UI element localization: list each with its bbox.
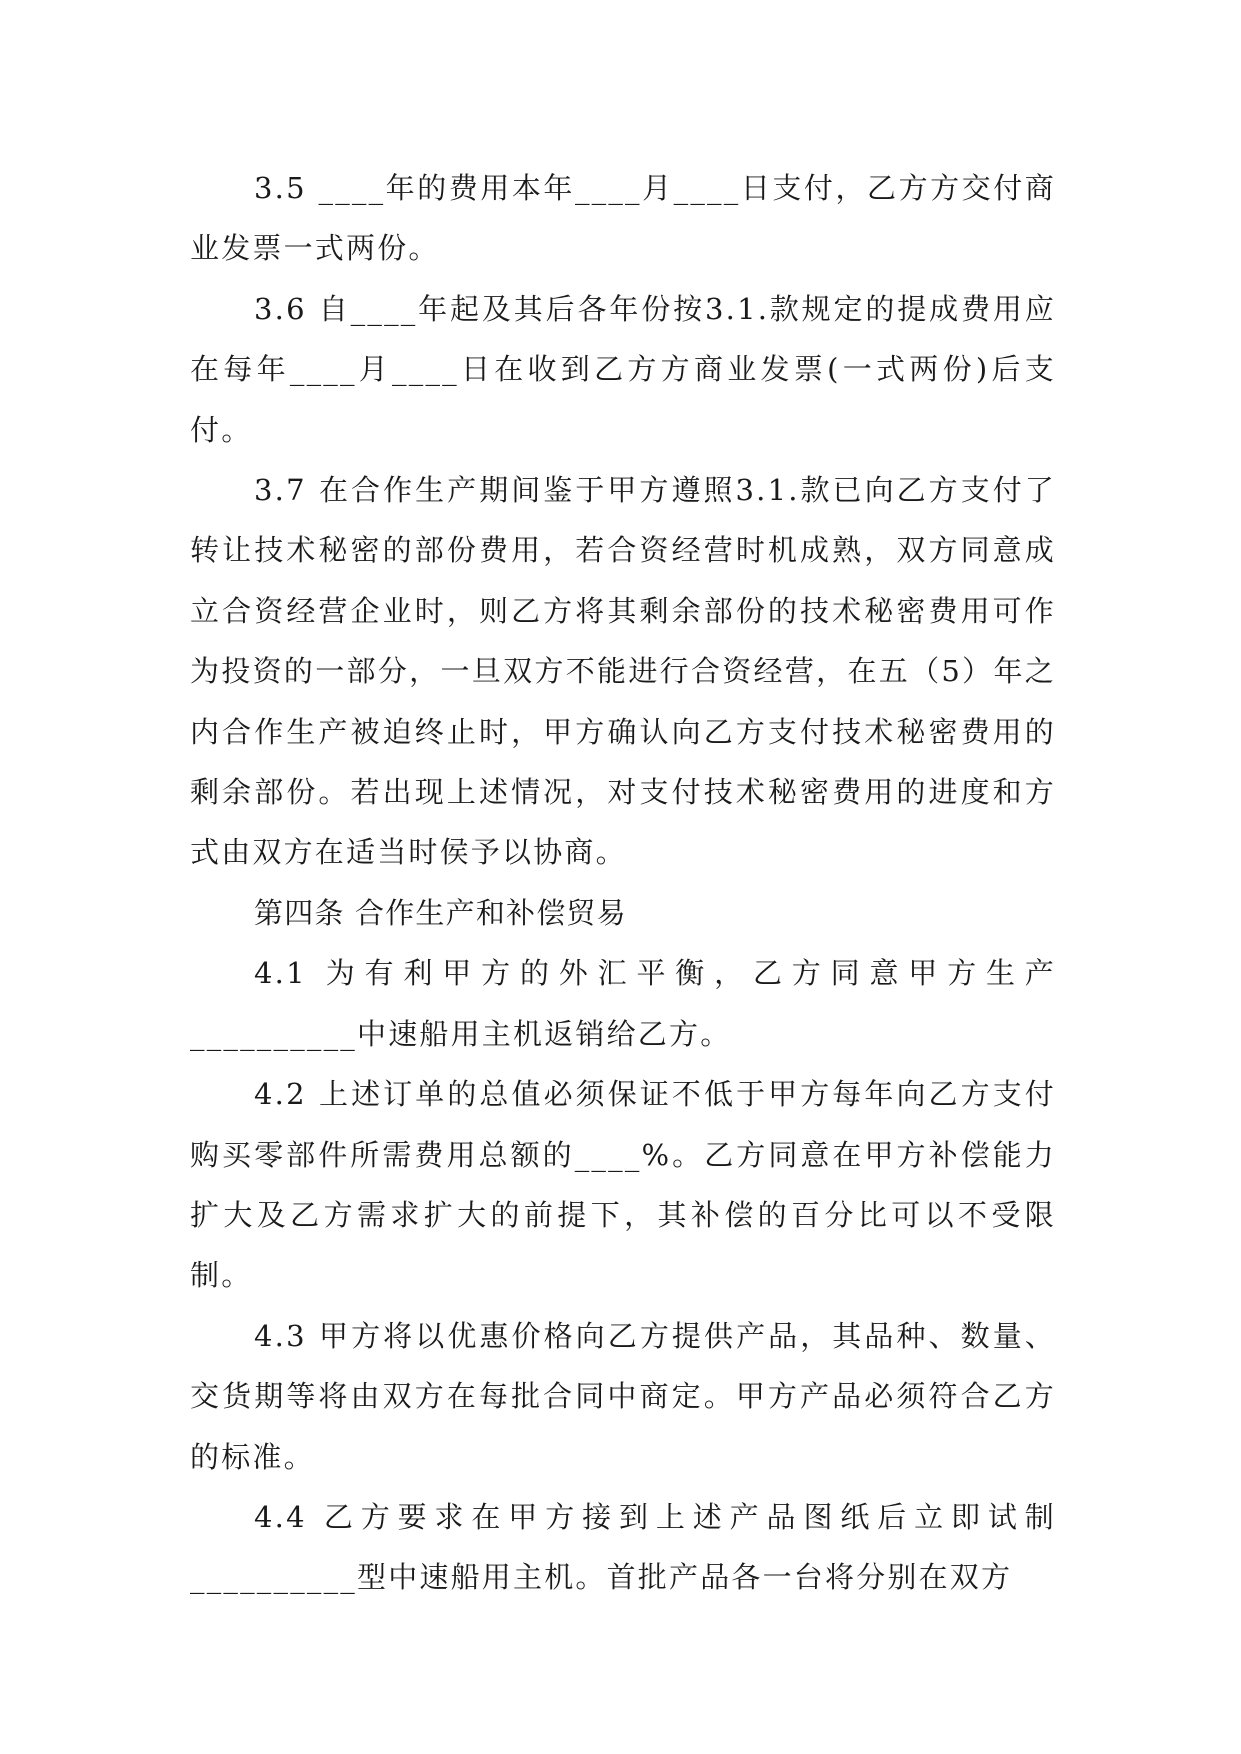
clause-4-3: 4.3 甲方将以优惠价格向乙方提供产品，其品种、数量、交货期等将由双方在每批合同中商定。甲方产品必须符合乙方的标准。 xyxy=(190,1318,1056,1474)
clause-4-2: 4.2 上述订单的总值必须保证不低于甲方每年向乙方支付购买零部件所需费用总额的____%。乙方同意在甲方补偿能力扩大及乙方需求扩大的前提下，其补偿的百分比可以不受限制。 xyxy=(190,1077,1056,1293)
article-4-heading: 第四条 合作生产和补偿贸易 xyxy=(254,895,627,930)
clause-3-5: 3.5 ____年的费用本年____月____日支付，乙方方交付商业发票一式两份。 xyxy=(190,171,1056,266)
clause-4-4: 4.4 乙方要求在甲方接到上述产品图纸后立即试制__________型中速船用主机。首批产品各一台将分别在双方 xyxy=(190,1499,1056,1595)
clause-4-1: 4.1 为有利甲方的外汇平衡，乙方同意甲方生产__________中速船用主机返销给乙方。 xyxy=(190,956,1056,1051)
clause-3-6: 3.6 自____年起及其后各年份按3.1.款规定的提成费用应在每年____月____日在收到乙方方商业发票(一式两份)后支付。 xyxy=(190,291,1056,447)
document-body xyxy=(190,158,1056,1608)
clause-3-7: 3.7 在合作生产期间鉴于甲方遵照3.1.款已向乙方支付了转让技术秘密的部份费用，若合资经营时机成熟，双方同意成立合资经营企业时，则乙方将其剩余部份的技术秘密费用可作为投资的一部分，一旦双方不能进行合资经营，在五（5）年之内合作生产被迫终止时，甲方确认向乙方支付技术秘密费用的剩余部份。若出现上述情况，对支付技术秘密费用的进度和方式由双方在适当时侯予以协商。 xyxy=(190,473,1056,870)
